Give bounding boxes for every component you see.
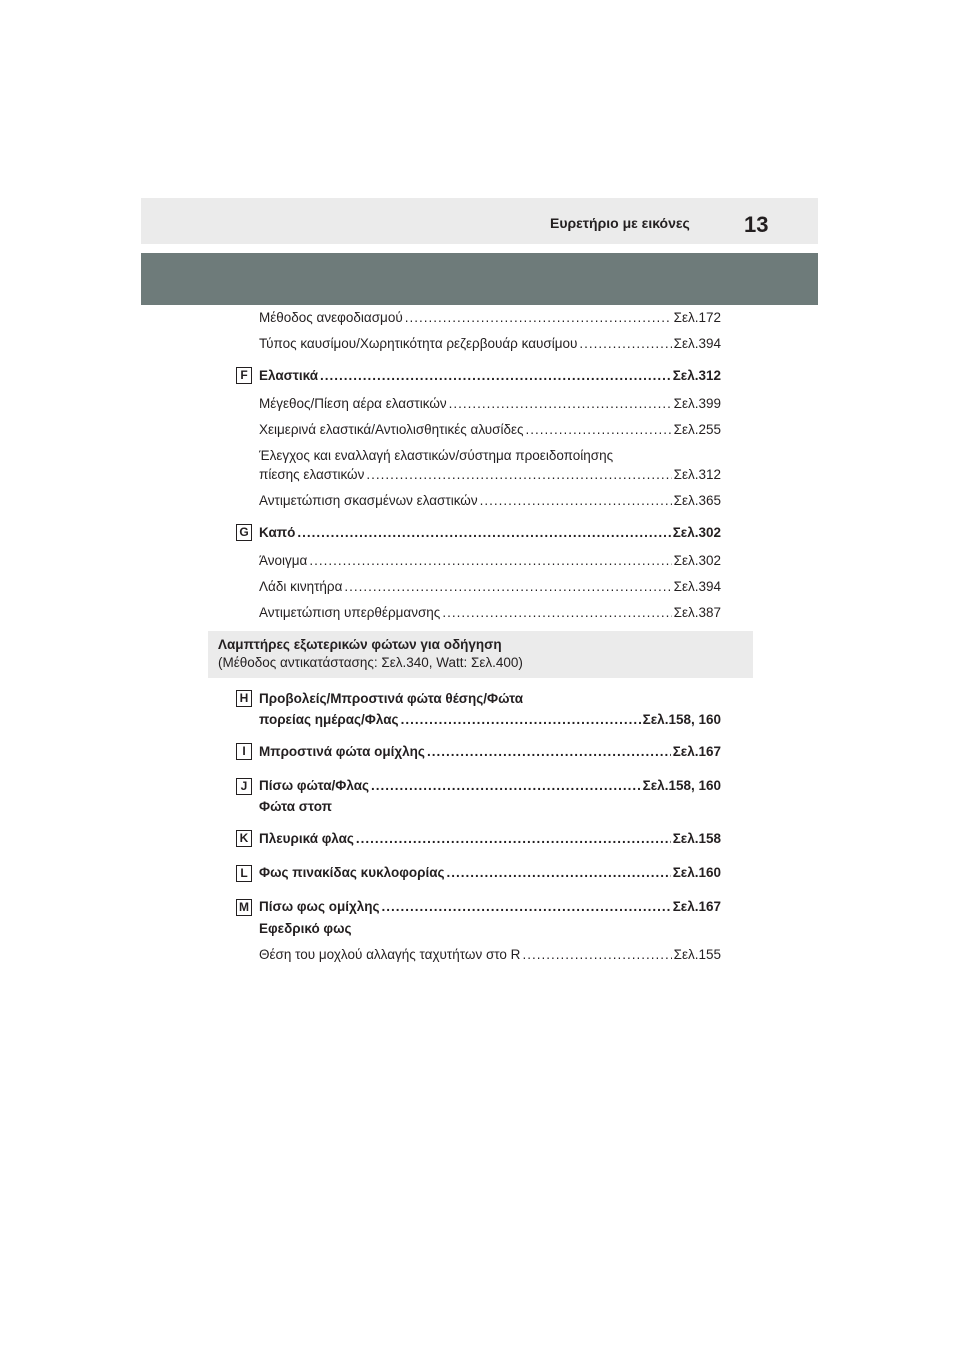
entry-label: Μέγεθος/Πίεση αέρα ελαστικών <box>259 396 447 411</box>
leader-dots <box>344 579 671 595</box>
section-letter-i: I <box>236 743 252 760</box>
index-entry <box>259 553 721 569</box>
entry-page-ref: Σελ.312 <box>673 467 721 482</box>
leader-dots <box>297 525 670 541</box>
index-entry <box>259 579 721 595</box>
header-dark-band <box>141 253 818 305</box>
entry-label-line: Έλεγχος και εναλλαγή ελαστικών/σύστημα προειδοποίησης <box>259 448 614 463</box>
entry-label-line: Εφεδρικό φως <box>259 921 352 936</box>
section-letter-h: H <box>236 690 252 707</box>
section-letter-m: M <box>236 899 252 916</box>
entry-page-ref: Σελ.302 <box>673 553 721 568</box>
entry-label: Πίσω φώτα/Φλας <box>259 778 370 793</box>
entry-page-ref: Σελ.302 <box>672 525 721 540</box>
leader-dots <box>382 899 671 915</box>
index-entry-heading <box>259 865 721 881</box>
entry-label-line: Φώτα στοπ <box>259 799 332 814</box>
leader-dots <box>309 553 671 569</box>
leader-dots <box>427 744 671 760</box>
index-entry <box>259 467 721 483</box>
entry-page-ref: Σελ.167 <box>672 744 721 759</box>
leader-dots <box>442 605 671 621</box>
entry-label: Χειμερινά ελαστικά/Αντιολισθητικές αλυσίδες <box>259 422 524 437</box>
entry-label: Αντιμετώπιση υπερθέρμανσης <box>259 605 441 620</box>
section-letter-f: F <box>236 367 252 384</box>
entry-page-ref: Σελ.158, 160 <box>642 778 721 793</box>
index-entry-heading <box>259 368 721 384</box>
entry-label: Τύπος καυσίμου/Χωρητικότητα ρεζερβουάρ καυσίμου <box>259 336 578 351</box>
header-band <box>141 198 818 244</box>
entry-page-ref: Σελ.255 <box>673 422 721 437</box>
entry-page-ref: Σελ.155 <box>673 947 721 962</box>
entry-label: Μπροστινά φώτα ομίχλης <box>259 744 425 759</box>
leader-dots <box>356 831 671 847</box>
index-entry-heading <box>259 899 721 915</box>
index-entry-heading <box>259 831 721 847</box>
entry-label: Πίσω φως ομίχλης <box>259 899 380 914</box>
leader-dots <box>579 336 671 352</box>
entry-page-ref: Σελ.160 <box>672 865 721 880</box>
entry-label: Φως πινακίδας κυκλοφορίας <box>259 865 445 880</box>
leader-dots <box>522 947 671 963</box>
page-number: 13 <box>744 212 769 237</box>
entry-label: Μέθοδος ανεφοδιασμού <box>259 310 403 325</box>
entry-label: πίεσης ελαστικών <box>259 467 365 482</box>
index-entry <box>259 605 721 621</box>
index-entry <box>259 947 721 963</box>
entry-page-ref: Σελ.158 <box>672 831 721 846</box>
leader-dots <box>480 493 672 509</box>
entry-page-ref: Σελ.167 <box>672 899 721 914</box>
leader-dots <box>526 422 672 438</box>
entry-label: Θέση του μοχλού αλλαγής ταχυτήτων στο R <box>259 947 521 962</box>
leader-dots <box>449 396 672 412</box>
index-entry <box>259 493 721 509</box>
leader-dots <box>447 865 671 881</box>
entry-label: Λάδι κινητήρα <box>259 579 343 594</box>
entry-label: Άνοιγμα <box>259 553 308 568</box>
entry-page-ref: Σελ.387 <box>673 605 721 620</box>
entry-page-ref: Σελ.158, 160 <box>642 712 721 727</box>
index-entry-heading <box>259 778 721 794</box>
section-letter-l: L <box>236 865 252 882</box>
index-entry-heading <box>259 525 721 541</box>
entry-page-ref: Σελ.394 <box>673 579 721 594</box>
entry-page-ref: Σελ.394 <box>673 336 721 351</box>
entry-label: Πλευρικά φλας <box>259 831 354 846</box>
leader-dots <box>371 778 641 794</box>
entry-page-ref: Σελ.172 <box>673 310 721 325</box>
index-entry <box>259 310 721 326</box>
entry-label: Καπό <box>259 525 296 540</box>
index-entry <box>259 396 721 412</box>
entry-page-ref: Σελ.365 <box>673 493 721 508</box>
leader-dots <box>405 310 672 326</box>
section-letter-k: K <box>236 830 252 847</box>
entry-page-ref: Σελ.312 <box>672 368 721 383</box>
entry-label-line: Προβολείς/Μπροστινά φώτα θέσης/Φώτα <box>259 691 524 706</box>
index-entry-heading <box>259 744 721 760</box>
entry-label: Ελαστικά <box>259 368 319 383</box>
entry-label: πορείας ημέρας/Φλας <box>259 712 399 727</box>
leader-dots <box>401 712 641 728</box>
header-title: Ευρετήριο με εικόνες <box>550 215 690 231</box>
section-subtitle: (Μέθοδος αντικατάστασης: Σελ.340, Watt: Σελ.400) <box>218 655 523 670</box>
section-letter-j: J <box>236 778 252 795</box>
section-title: Λαμπτήρες εξωτερικών φώτων για οδήγηση <box>218 637 502 652</box>
entry-label: Αντιμετώπιση σκασμένων ελαστικών <box>259 493 478 508</box>
section-letter-g: G <box>236 524 252 541</box>
entry-page-ref: Σελ.399 <box>673 396 721 411</box>
index-entry <box>259 422 721 438</box>
index-entry-heading <box>259 712 721 728</box>
leader-dots <box>366 467 671 483</box>
index-entry <box>259 336 721 352</box>
leader-dots <box>320 368 671 384</box>
